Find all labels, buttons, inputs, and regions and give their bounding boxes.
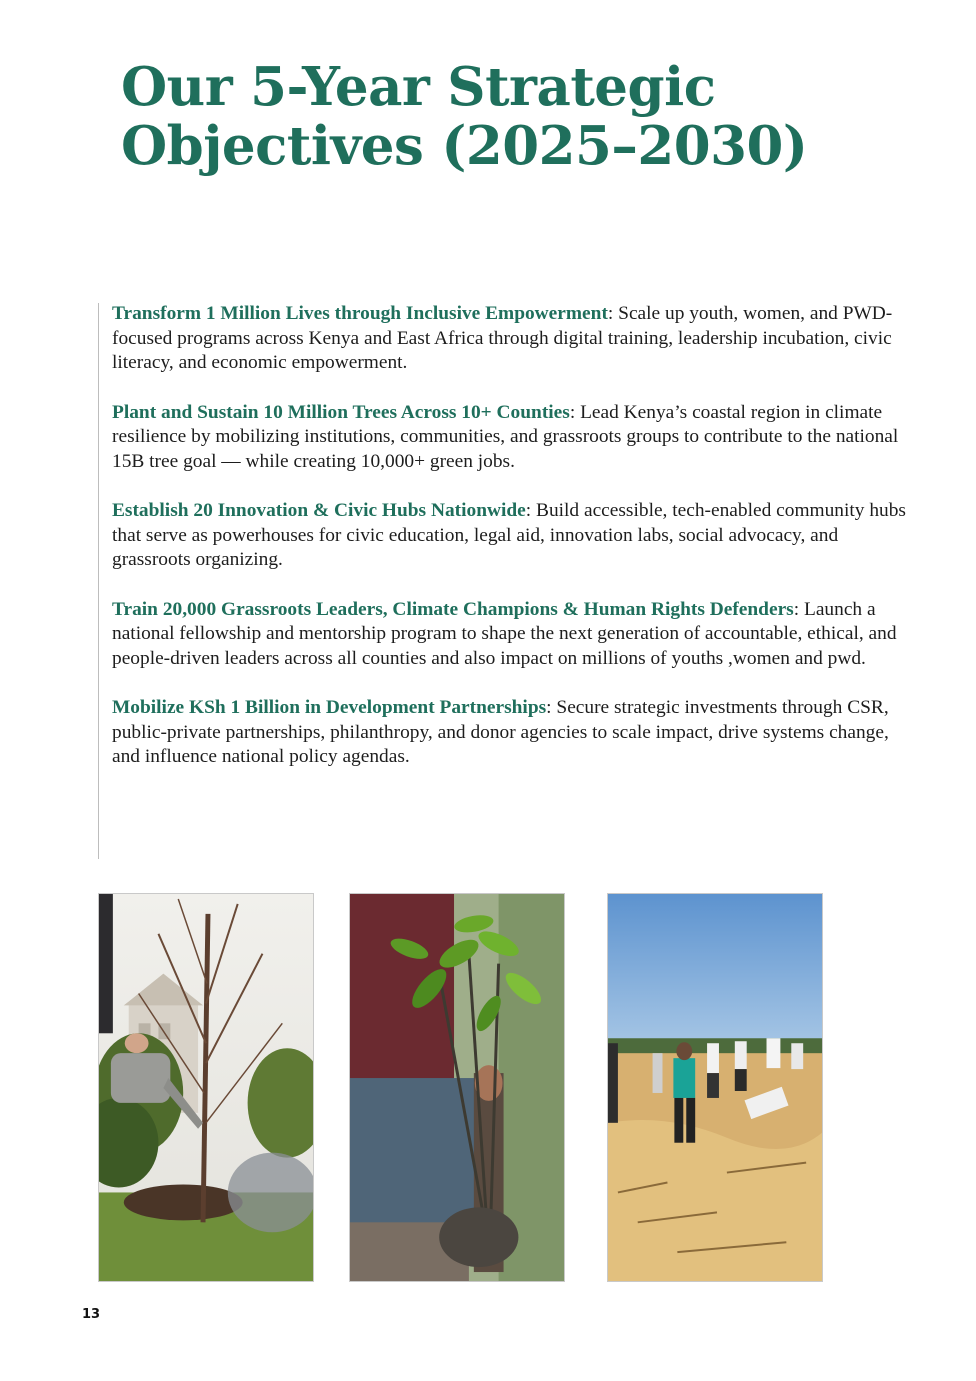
objective-body: Launch a national fellowship and mentorship program to shape the next generation of accountable, ethical, and people-driven leaders across all counties and also impact on millions of youths ,women and pwd. xyxy=(112,598,897,669)
objective-body: Lead Kenya’s coastal region in climate resilience by mobilizing institutions, communities, and grassroots groups to contribute to the national 15B tree goal — while creating 10,000+ green jobs. xyxy=(112,401,899,472)
objective-body: Scale up youth, women, and PWD-focused programs across Kenya and East Africa through digital training, leadership incubation, civic literacy, and economic empowerment. xyxy=(112,303,893,373)
page-number: 13 xyxy=(82,1307,101,1322)
objective-heading: Train 20,000 Grassroots Leaders, Climate Champions & Human Rights Defenders xyxy=(112,598,794,620)
objective-separator: : xyxy=(525,500,537,521)
objective-body: Secure strategic investments through CSR, public-private partnerships, philanthropy, and donor agencies to scale impact, drive systems change, and influence national policy agendas. xyxy=(112,697,889,767)
objective-item xyxy=(112,401,912,475)
seedlings-illustration xyxy=(350,894,564,1281)
objective-heading: Transform 1 Million Lives through Inclusive Empowerment xyxy=(112,303,608,324)
photo-watering-tree xyxy=(98,893,314,1282)
group-planting-illustration xyxy=(608,894,822,1281)
objective-body: Build accessible, tech-enabled community hubs that serve as powerhouses for civic education, legal aid, innovation labs, social advocacy, and grassroots organizing. xyxy=(112,500,906,570)
objective-heading: Mobilize KSh 1 Billion in Development Partnerships xyxy=(112,697,547,718)
objectives-list xyxy=(112,302,912,795)
vertical-divider xyxy=(98,303,99,859)
objective-item xyxy=(112,598,912,672)
objective-separator: : xyxy=(607,303,619,324)
objective-item xyxy=(112,302,912,376)
watering-tree-illustration xyxy=(99,894,313,1281)
photo-group-planting xyxy=(607,893,823,1282)
objective-heading: Plant and Sustain 10 Million Trees Across 10+ Counties xyxy=(112,401,570,423)
objective-separator: : xyxy=(569,401,581,423)
objective-heading: Establish 20 Innovation & Civic Hubs Nationwide xyxy=(112,500,526,521)
page-title xyxy=(121,58,976,176)
photo-holding-seedlings xyxy=(349,893,565,1282)
objective-item xyxy=(112,696,912,770)
title-text: Our 5-Year Strategic Objectives (2025–2030) xyxy=(121,56,808,177)
objective-separator: : xyxy=(546,697,557,718)
objective-separator: : xyxy=(793,598,804,620)
objective-item xyxy=(112,499,912,573)
